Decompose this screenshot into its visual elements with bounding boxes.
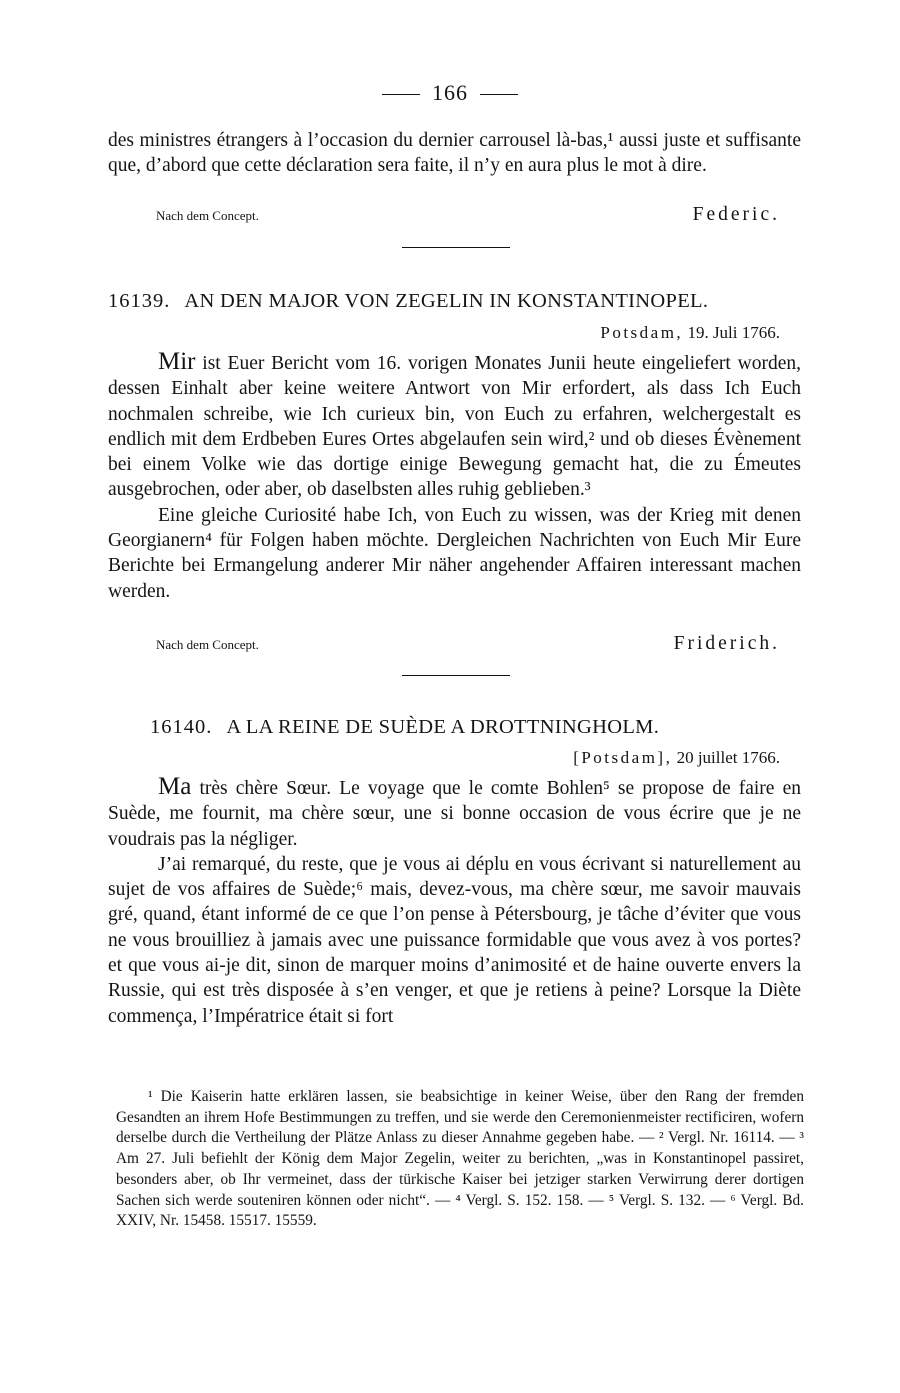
letter1-initial-word: Mir <box>158 348 196 375</box>
letter2-paragraph-1-text: très chère Sœur. Le voyage que le comte Bohlen⁵ se propose de faire en Suède, me fournit, ma chère sœur, une si bonne occasion de vous écrire que je ne voudrais pas la négliger. <box>108 778 801 850</box>
letter2-body <box>108 774 801 1029</box>
letter2-paragraph-2: J’ai remarqué, du reste, que je vous ai déplu en vous écrivant si naturellement au sujet de vos affaires de Suède;⁶ mais, devez-vous, ma chère sœur, me savoir mauvais gré, quand, étant informé de ce que l’on pense à Pétersbourg, je tâche d’éviter que vous ne vous brouilliez à jamais avec une puissance formidable que vous avez à vos portes? et que vous ai-je dit, sinon de marquer moins d’animosité et de haine ouverte envers la Russie, qui est très disposée à s’en venger, et que je retiens à peine? Lorsque la Diète commença, l’Impératrice était si fort <box>108 853 801 1027</box>
letter1-signature: Friderich. <box>673 633 780 654</box>
letter2-heading: A LA REINE DE SUÈDE A DROTTNINGHOLM. <box>226 716 660 738</box>
page-header <box>0 80 900 106</box>
letter1-dateline <box>600 323 780 343</box>
letter2-date: 20 juillet 1766. <box>676 748 780 767</box>
letter1-paragraph-1-text: ist Euer Bericht vom 16. vorigen Monates Junii heute eingeliefert worden, dessen Einhalt aber keine weitere Antwort von Mir erfordert, als dass Ich Euch nochmalen schreibe, wie Ich curieux bin, von Euch zu erfahren, welchergestalt es endlich mit dem Erdbeben Eures Ortes abgelaufen sein wird,² und ob dieses Évènement bei einem Volke wie das dortige einige Bewegung gemacht hat, die zu Émeutes ausgebrochen, oder aber, ob daselbsten alles ruhig geblieben.³ <box>108 353 801 501</box>
letter1-closing <box>108 631 780 655</box>
letter2-dateline <box>573 748 780 768</box>
letter1-heading: AN DEN MAJOR VON ZEGELIN IN KONSTANTINOPEL. <box>184 290 709 312</box>
footnotes <box>116 1087 804 1232</box>
letter1-body <box>108 349 801 604</box>
letter2-paragraph-1 <box>108 774 801 852</box>
intro-paragraph <box>108 128 801 179</box>
letter2-initial-word: Ma <box>158 773 192 800</box>
section-divider-1 <box>402 247 510 248</box>
letter1-place: Potsdam, <box>600 323 684 342</box>
header-dash-left <box>382 94 420 95</box>
intro-source-note: Nach dem Concept. <box>156 208 259 223</box>
letter2-place: [Potsdam], <box>573 748 673 767</box>
letter2-title <box>150 716 850 739</box>
intro-text: des ministres étrangers à l’occasion du dernier carrousel là-bas,¹ aussi juste et suffisante que, d’abord que cette déclaration sera faite, il n’y en aura plus le mot à dire. <box>108 130 801 177</box>
letter1-source-note: Nach dem Concept. <box>156 637 259 652</box>
letter2-number: 16140. <box>150 716 213 738</box>
letter1-number: 16139. <box>108 290 171 312</box>
letter1-title <box>108 290 808 313</box>
letter1-paragraph-1 <box>108 349 801 503</box>
letter1-paragraph-2: Eine gleiche Curiosité habe Ich, von Euch zu wissen, was der Krieg mit denen Georgianern⁴ für Folgen haben möchte. Dergleichen Nachrichten von Euch Mir Eure Berichte bei Ermangelung anderer Mir näher angehender Affairen interessant machen werden. <box>108 504 801 602</box>
intro-closing <box>108 202 780 226</box>
footnotes-text: ¹ Die Kaiserin hatte erklären lassen, sie beabsichtige in keiner Weise, über den Rang der fremden Gesandten an ihrem Hofe Bestimmungen zu treffen, und sie werde den Ceremonienmeister rectificiren, wofern derselbe durch die Vertheilung der Plätze Anlass zu dieser Annahme gegeben habe. — ² Vergl. Nr. 16114. — ³ Am 27. Juli befiehlt der König dem Major Zegelin, weiter zu berichten, „was in Konstantinopel passiret, besonders aber, ob Ihr vermeinet, dass der türkische Kaiser bei jetziger starken Verwirrung derer dortigen Sachen sich werde souteniren können oder nicht“. — ⁴ Vergl. S. 152. 158. — ⁵ Vergl. S. 132. — ⁶ Vergl. Bd. XXIV, Nr. 15458. 15517. 15559. <box>116 1088 804 1230</box>
section-divider-2 <box>402 675 510 676</box>
header-dash-right <box>480 94 518 95</box>
intro-signature: Federic. <box>692 204 780 225</box>
page-number: 166 <box>432 80 468 105</box>
letter1-date: 19. Juli 1766. <box>687 323 780 342</box>
